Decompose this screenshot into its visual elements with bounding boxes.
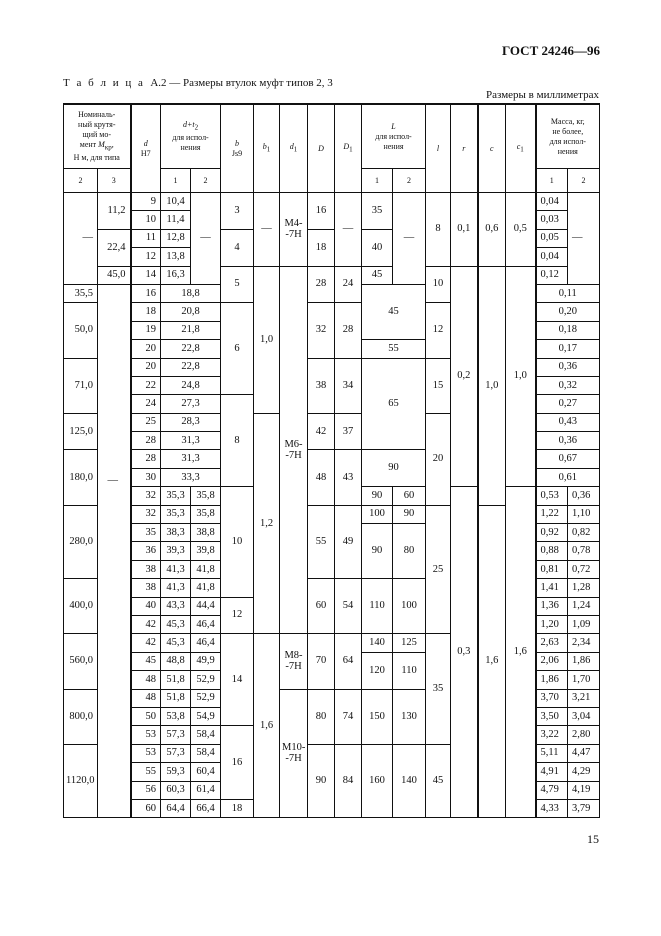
cell-m2: 1,24 (568, 597, 600, 615)
cell-m1: 4,91 (536, 763, 568, 781)
cell-dt1: 16,3 (161, 266, 191, 284)
cell-dt2: 44,4 (191, 597, 221, 615)
cell-l1: 100 (362, 505, 393, 523)
cell-l2: — (393, 193, 426, 285)
cell-dt2: 61,4 (191, 781, 221, 799)
header-b1-sub: 1 (266, 145, 271, 154)
cell-dt1: 31,3 (161, 432, 221, 450)
cell-m1: 0,03 (536, 211, 568, 229)
cell-d: 9 (131, 193, 161, 211)
header-D (308, 104, 335, 193)
cell-m3: 11,2 (98, 193, 131, 230)
header-D1-sub: 1 (349, 145, 353, 154)
header-torque (64, 104, 131, 169)
cell-dt2: 52,9 (191, 689, 221, 707)
header-D1-sym: D (343, 142, 350, 152)
cell-d: 20 (131, 358, 161, 376)
cell-dt2: 46,4 (191, 634, 221, 652)
cell-d: 10 (131, 211, 161, 229)
cell-d1: M4- -7H (280, 193, 308, 267)
header-L-sym: L (391, 121, 396, 131)
cell-m1: 0,67 (536, 450, 600, 468)
cell-m1: 1,36 (536, 597, 568, 615)
cell-m1: 0,88 (536, 542, 568, 560)
cell-m1: 0,36 (536, 432, 600, 450)
cell-m3: — (98, 284, 131, 817)
cell-r: 0,1 (451, 193, 478, 267)
cell-l: 20 (426, 413, 451, 505)
cell-m1: 0,12 (536, 266, 568, 284)
cell-dt2: 66,4 (191, 799, 221, 817)
cell-dt1: 13,8 (161, 248, 191, 266)
cell-m2: 0,78 (568, 542, 600, 560)
cell-m2: 4,19 (568, 781, 600, 799)
cell-d: 55 (308, 505, 335, 579)
cell-m1: 2,63 (536, 634, 568, 652)
cell-r: 0,3 (451, 487, 478, 818)
cell-m2: 2,80 (568, 726, 600, 744)
header-c-sym: c (489, 143, 494, 153)
cell-m2: 2,34 (568, 634, 600, 652)
cell-m1: 3,70 (536, 689, 568, 707)
cell-b: 8 (221, 395, 254, 487)
cell-m2: 180,0 (64, 450, 98, 505)
cell-d: 16 (308, 193, 335, 230)
cell-m2: 1120,0 (64, 744, 98, 818)
cell-m2: 0,72 (568, 560, 600, 578)
cell-d: 28 (308, 266, 335, 303)
cell-d: 60 (131, 799, 161, 817)
cell-l: 35 (426, 634, 451, 744)
cell-m2: 800,0 (64, 689, 98, 744)
cell-d1: 74 (335, 689, 362, 744)
cell-m1: 0,11 (536, 284, 600, 302)
cell-c: 1,6 (478, 505, 506, 818)
cell-dt2: 58,4 (191, 744, 221, 762)
cell-b: 6 (221, 303, 254, 395)
header-d-tol: H7 (140, 148, 151, 158)
header-torque-tail: , Н м, для типа (73, 140, 120, 162)
header-mass: Масса, кг, не более, для испол- нения (536, 104, 600, 169)
header-c1 (506, 104, 536, 193)
cell-d: 38 (131, 560, 161, 578)
cell-m1: 0,92 (536, 524, 568, 542)
cell-m2: 280,0 (64, 505, 98, 579)
cell-dt1: 35,3 (161, 487, 191, 505)
cell-dt1: 41,3 (161, 560, 191, 578)
cell-b1: — (254, 193, 280, 267)
cell-d1: 28 (335, 303, 362, 358)
cell-l1: 120 (362, 652, 393, 689)
cell-dt2: 60,4 (191, 763, 221, 781)
header-b-sym: b (235, 138, 240, 148)
cell-m1: 1,86 (536, 671, 568, 689)
cell-l2: 80 (393, 524, 426, 579)
header-d1 (280, 104, 308, 193)
cell-c: 0,6 (478, 193, 506, 267)
header-sub-type-2: 2 (64, 169, 98, 193)
cell-dt1: 22,8 (161, 340, 221, 358)
cell-l1: 40 (362, 229, 393, 266)
cell-dt1: 11,4 (161, 211, 191, 229)
cell-d1: 84 (335, 744, 362, 818)
cell-d: 32 (131, 487, 161, 505)
cell-m1: 0,27 (536, 395, 600, 413)
cell-m1: 0,04 (536, 193, 568, 211)
cell-m1: 5,11 (536, 744, 568, 762)
header-d1-sym: d (289, 142, 294, 152)
cell-d1: M6- -7H (280, 266, 308, 634)
header-l-sym: l (436, 143, 440, 153)
cell-m1: 0,53 (536, 487, 568, 505)
cell-d: 60 (308, 579, 335, 634)
cell-m1: 4,79 (536, 781, 568, 799)
cell-l1: 140 (362, 634, 393, 652)
header-dt-sub: 2 (194, 123, 199, 132)
cell-l: 45 (426, 744, 451, 818)
header-torque-symbol: M (98, 140, 105, 150)
cell-m2: 1,09 (568, 615, 600, 633)
cell-m2: 71,0 (64, 358, 98, 413)
cell-d: 18 (131, 303, 161, 321)
cell-l1: 160 (362, 744, 393, 818)
header-b1-sym: b (262, 142, 267, 152)
cell-l2: 90 (393, 505, 426, 523)
cell-l2: 130 (393, 689, 426, 744)
cell-dt1: 51,8 (161, 671, 191, 689)
header-D1 (335, 104, 362, 193)
cell-d: 28 (131, 432, 161, 450)
cell-dt1: 43,3 (161, 597, 191, 615)
dimensions-table (63, 103, 600, 818)
header-torque-sub: кр (104, 143, 112, 152)
cell-d: 14 (131, 266, 161, 284)
cell-dt1: 27,3 (161, 395, 221, 413)
cell-l: 15 (426, 358, 451, 413)
header-sub-dt-2: 2 (191, 169, 221, 193)
cell-dt2: 54,9 (191, 707, 221, 725)
cell-d: 48 (131, 671, 161, 689)
header-sub-L-1: 1 (362, 169, 393, 193)
cell-d: 38 (308, 358, 335, 413)
cell-dt2: 41,8 (191, 560, 221, 578)
cell-m2: — (568, 193, 600, 285)
cell-dt1: 18,8 (161, 284, 221, 302)
cell-m2: 560,0 (64, 634, 98, 689)
cell-dt1: 38,3 (161, 524, 191, 542)
header-r (451, 104, 478, 193)
cell-l1: 55 (362, 340, 426, 358)
cell-d1: 24 (335, 266, 362, 303)
header-c (478, 104, 506, 193)
cell-d: 42 (308, 413, 335, 450)
header-dt-tail: для испол- нения (172, 132, 209, 152)
cell-dt1: 22,8 (161, 358, 221, 376)
cell-m2: 0,36 (568, 487, 600, 505)
cell-m3: 22,4 (98, 229, 131, 266)
cell-l1: 110 (362, 579, 393, 634)
header-torque-text: Номиналь- ный крутя- щий мо- мент (78, 110, 116, 150)
cell-dt1: 45,3 (161, 615, 191, 633)
cell-m2: 125,0 (64, 413, 98, 450)
header-sub-mass-1: 1 (536, 169, 568, 193)
cell-m2: 1,86 (568, 652, 600, 670)
header-l (426, 104, 451, 193)
cell-d: 53 (131, 726, 161, 744)
table-caption (63, 77, 333, 89)
header-dt-sym: d+t (182, 120, 195, 130)
cell-d1: 49 (335, 505, 362, 579)
cell-l: 12 (426, 303, 451, 358)
cell-d: 24 (131, 395, 161, 413)
cell-m2: 3,04 (568, 707, 600, 725)
cell-c: 1,0 (478, 266, 506, 505)
cell-m1: 0,05 (536, 229, 568, 247)
cell-l1: 45 (362, 266, 393, 284)
cell-dt1: 39,3 (161, 542, 191, 560)
cell-d: 38 (131, 579, 161, 597)
header-D-sym: D (318, 143, 324, 153)
cell-l: 25 (426, 505, 451, 634)
cell-dt2: 52,9 (191, 671, 221, 689)
cell-m1: 1,20 (536, 615, 568, 633)
cell-b: 18 (221, 799, 254, 817)
cell-l2: 100 (393, 579, 426, 634)
cell-d: 22 (131, 376, 161, 394)
cell-d: 53 (131, 744, 161, 762)
cell-m3: 45,0 (98, 266, 131, 284)
cell-b: 4 (221, 229, 254, 266)
cell-dt2: 58,4 (191, 726, 221, 744)
cell-d: 32 (308, 303, 335, 358)
cell-dt1: 35,3 (161, 505, 191, 523)
cell-m1: 0,36 (536, 358, 600, 376)
cell-dt1: 57,3 (161, 726, 191, 744)
header-d (131, 104, 161, 193)
cell-dt1: 64,4 (161, 799, 191, 817)
cell-d1: 54 (335, 579, 362, 634)
standard-number: ГОСТ 24246—96 (501, 43, 600, 58)
cell-c1: 0,5 (506, 193, 536, 267)
cell-b: 10 (221, 487, 254, 597)
cell-r: 0,2 (451, 266, 478, 487)
table-label: Т а б л и ц а (63, 77, 145, 89)
header-b (221, 104, 254, 193)
cell-d: 45 (131, 652, 161, 670)
cell-m1: 0,20 (536, 303, 600, 321)
cell-d1: — (335, 193, 362, 267)
cell-m1: 0,18 (536, 321, 600, 339)
cell-l2: 60 (393, 487, 426, 505)
cell-d1: M8- -7H (280, 634, 308, 689)
cell-l: 10 (426, 266, 451, 303)
cell-l: 8 (426, 193, 451, 267)
cell-m2: 400,0 (64, 579, 98, 634)
cell-dt1: 57,3 (161, 744, 191, 762)
header-r-sym: r (462, 143, 466, 153)
table-title: А.2 — Размеры втулок муфт типов 2, 3 (150, 77, 333, 89)
cell-c1: 1,6 (506, 487, 536, 818)
cell-d: 48 (131, 689, 161, 707)
cell-d: 11 (131, 229, 161, 247)
cell-l1: 90 (362, 524, 393, 579)
cell-dt1: 10,4 (161, 193, 191, 211)
cell-dt1: 51,8 (161, 689, 191, 707)
cell-m1: 1,22 (536, 505, 568, 523)
cell-m1: 3,50 (536, 707, 568, 725)
cell-b1: 1,0 (254, 266, 280, 413)
cell-l1: 35 (362, 193, 393, 230)
cell-dt1: 53,8 (161, 707, 191, 725)
header-dt (161, 104, 221, 169)
cell-m1: 0,81 (536, 560, 568, 578)
cell-m1: 0,43 (536, 413, 600, 431)
page-number: 15 (587, 832, 599, 846)
cell-b1: 1,6 (254, 634, 280, 818)
cell-d: 36 (131, 542, 161, 560)
cell-dt1: 28,3 (161, 413, 221, 431)
cell-m1: 0,17 (536, 340, 600, 358)
cell-d: 48 (308, 450, 335, 505)
cell-m1: 1,41 (536, 579, 568, 597)
table-body (64, 193, 600, 818)
cell-m2: 4,29 (568, 763, 600, 781)
cell-d1: 34 (335, 358, 362, 413)
cell-m2: 4,47 (568, 744, 600, 762)
header-b-tol: Js9 (231, 148, 243, 158)
cell-m1: 2,06 (536, 652, 568, 670)
cell-b: 12 (221, 597, 254, 634)
cell-d: 32 (131, 505, 161, 523)
cell-dt1: 20,8 (161, 303, 221, 321)
cell-dt2: 39,8 (191, 542, 221, 560)
cell-d: 12 (131, 248, 161, 266)
header-c1-sub: 1 (520, 145, 524, 154)
cell-dt2: 46,4 (191, 615, 221, 633)
cell-d: 28 (131, 450, 161, 468)
cell-d: 55 (131, 763, 161, 781)
cell-b: 5 (221, 266, 254, 303)
header-d-sym: d (143, 138, 148, 148)
cell-b: 16 (221, 726, 254, 800)
cell-b: 14 (221, 634, 254, 726)
cell-m2: 1,70 (568, 671, 600, 689)
header-b1 (254, 104, 280, 193)
cell-l1: 65 (362, 358, 426, 450)
cell-d: 80 (308, 689, 335, 744)
table-row (64, 193, 600, 211)
cell-d: 56 (131, 781, 161, 799)
cell-d: 50 (131, 707, 161, 725)
cell-d: 20 (131, 340, 161, 358)
cell-b1: 1,2 (254, 413, 280, 634)
table-row (64, 266, 600, 284)
cell-dt2: — (191, 193, 221, 285)
cell-dt1: 48,8 (161, 652, 191, 670)
cell-dt2: 41,8 (191, 579, 221, 597)
cell-m2: 3,21 (568, 689, 600, 707)
header-c1-sym: c (516, 142, 521, 152)
header-sub-dt-1: 1 (161, 169, 191, 193)
cell-d: 19 (131, 321, 161, 339)
cell-m1: 3,22 (536, 726, 568, 744)
cell-b: 3 (221, 193, 254, 230)
cell-m2: 50,0 (64, 303, 98, 358)
cell-l1: 150 (362, 689, 393, 744)
cell-d1: 64 (335, 634, 362, 689)
cell-d: 30 (131, 468, 161, 486)
header-d1-sub: 1 (293, 145, 298, 154)
cell-d: 90 (308, 744, 335, 818)
cell-dt1: 24,8 (161, 376, 221, 394)
cell-dt2: 35,8 (191, 487, 221, 505)
cell-c1: 1,0 (506, 266, 536, 487)
header-L (362, 104, 426, 169)
cell-l2: 110 (393, 652, 426, 689)
cell-dt2: 38,8 (191, 524, 221, 542)
cell-dt1: 21,8 (161, 321, 221, 339)
header-L-tail: для испол- нения (375, 131, 412, 151)
cell-dt2: 49,9 (191, 652, 221, 670)
cell-d: 25 (131, 413, 161, 431)
cell-l1: 90 (362, 450, 426, 487)
cell-m2: 1,10 (568, 505, 600, 523)
header-sub-mass-2: 2 (568, 169, 600, 193)
cell-d: 42 (131, 615, 161, 633)
header-sub-type-3: 3 (98, 169, 131, 193)
cell-d1: 43 (335, 450, 362, 505)
cell-dt1: 59,3 (161, 763, 191, 781)
cell-d1: 37 (335, 413, 362, 450)
cell-dt1: 45,3 (161, 634, 191, 652)
cell-d: 70 (308, 634, 335, 689)
cell-m2: 35,5 (64, 284, 98, 302)
header-sub-L-2: 2 (393, 169, 426, 193)
cell-m1: 0,32 (536, 376, 600, 394)
cell-m2: 0,82 (568, 524, 600, 542)
cell-d: 40 (131, 597, 161, 615)
cell-m1: 0,04 (536, 248, 568, 266)
cell-l2: 140 (393, 744, 426, 818)
cell-d: 42 (131, 634, 161, 652)
cell-l1: 90 (362, 487, 393, 505)
cell-dt1: 12,8 (161, 229, 191, 247)
cell-l1: 45 (362, 284, 426, 339)
cell-dt2: 35,8 (191, 505, 221, 523)
cell-d: 35 (131, 524, 161, 542)
cell-m2: 3,79 (568, 799, 600, 817)
cell-dt1: 31,3 (161, 450, 221, 468)
cell-dt1: 33,3 (161, 468, 221, 486)
cell-m1: 4,33 (536, 799, 568, 817)
units-note: Размеры в миллиметрах (486, 89, 599, 101)
cell-m1: 0,61 (536, 468, 600, 486)
cell-dt1: 60,3 (161, 781, 191, 799)
cell-m2: 1,28 (568, 579, 600, 597)
cell-d1: M10- -7H (280, 689, 308, 818)
cell-d: 18 (308, 229, 335, 266)
cell-dt1: 41,3 (161, 579, 191, 597)
cell-l2: 125 (393, 634, 426, 652)
cell-m2: — (64, 193, 98, 285)
cell-d: 16 (131, 284, 161, 302)
